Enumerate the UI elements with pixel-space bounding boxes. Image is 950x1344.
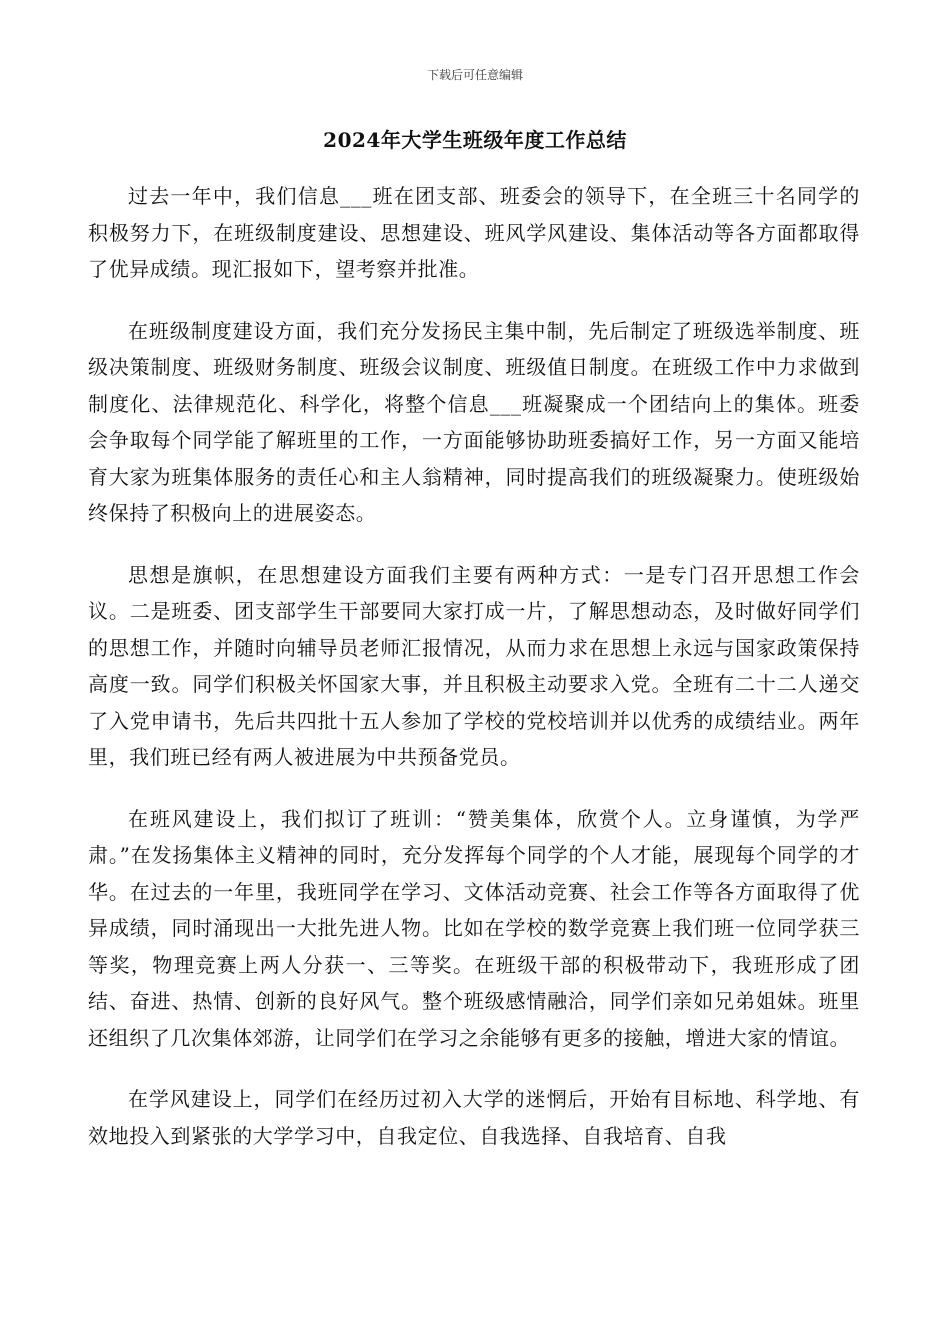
paragraph-study-atmosphere: 在学风建设上，同学们在经历过初入大学的迷惘后，开始有目标地、科学地、有效地投入到紧张的大学学习中，自我定位、自我选择、自我培育、自我 [88, 1087, 860, 1148]
paragraph-class-spirit: 在班风建设上，我们拟订了班训：“赞美集体，欣赏个人。立身谨慎，为学严肃。”在发扬集体主义精神的同时，充分发挥每个同学的个人才能，展现每个同学的才华。在过去的一年里，我班同学在学习、文体活动竞赛、社会工作等各方面取得了优异成绩，同时涌现出一大批先进人物。比如在学校的数学竞赛上我们班一位同学获三等奖，物理竞赛上两人分获一、三等奖。在班级干部的积极带动下，我班形成了团结、奋进、热情、创新的良好风气。整个班级感情融洽，同学们亲如兄弟姐妹。班里还组织了几次集体郊游，让同学们在学习之余能够有更多的接触，增进大家的情谊。 [88, 806, 860, 1050]
document-title: 2024年大学生班级年度工作总结 [323, 128, 627, 152]
document-body [88, 178, 860, 1179]
paragraph-system-building: 在班级制度建设方面，我们充分发扬民主集中制，先后制定了班级选举制度、班级决策制度、班级财务制度、班级会议制度、班级值日制度。在班级工作中力求做到制度化、法律规范化、科学化，将整个信息___班凝聚成一个团结向上的集体。班委会争取每个同学能了解班里的工作，一方面能够协助班委搞好工作，另一方面又能培育大家为班集体服务的责任心和主人翁精神，同时提高我们的班级凝聚力。使班级始终保持了积极向上的进展姿态。 [88, 318, 860, 525]
paragraph-intro: 过去一年中，我们信息___班在团支部、班委会的领导下，在全班三十名同学的积极努力下，在班级制度建设、思想建设、班风学风建设、集体活动等各方面都取得了优异成绩。现汇报如下，望考察并批准。 [88, 184, 860, 281]
header-note: 下载后可任意编辑 [426, 68, 523, 82]
paragraph-ideology-building: 思想是旗帜，在思想建设方面我们主要有两种方式：一是专门召开思想工作会议。二是班委、团支部学生干部要同大家打成一片，了解思想动态，及时做好同学们的思想工作，并随时向辅导员老师汇报情况，从而力求在思想上永远与国家政策保持高度一致。同学们积极关怀国家大事，并且积极主动要求入党。全班有二十二人递交了入党申请书，先后共四批十五人参加了学校的党校培训并以优秀的成绩结业。两年里，我们班已经有两人被进展为中共预备党员。 [88, 562, 860, 769]
